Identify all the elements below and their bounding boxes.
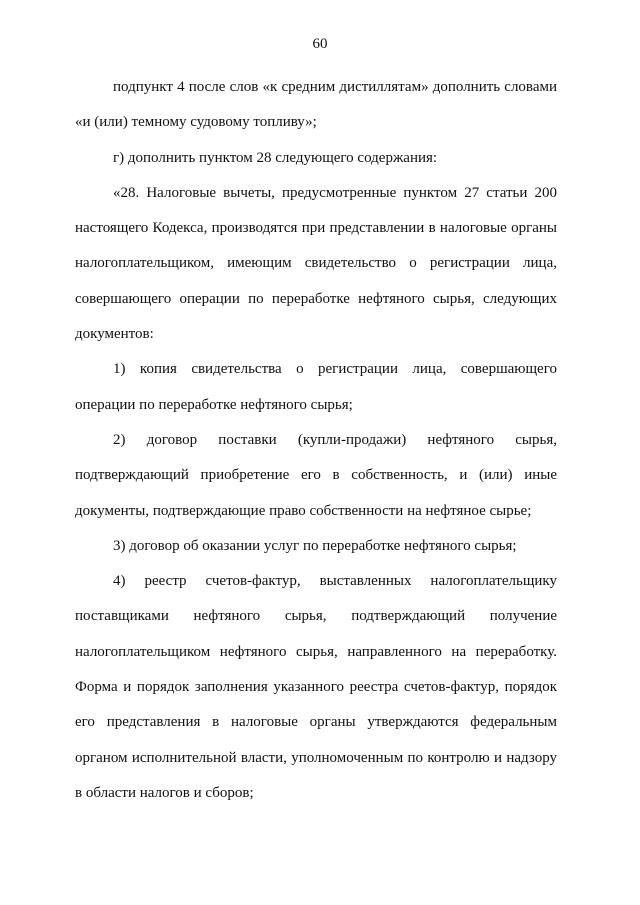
document-body	[75, 70, 557, 811]
list-item-2: 2) договор поставки (купли-продажи) нефтяного сырья, подтверждающий приобретение его в собственность, и (или) иные документы, подтверждающие право собственности на нефтяное сырье;	[75, 431, 557, 519]
paragraph-point-28: «28. Налоговые вычеты, предусмотренные пунктом 27 статьи 200 настоящего Кодекса, производятся при представлении в налоговые органы налогоплательщиком, имеющим свидетельство о регистрации лица, совершающего операции по переработке нефтяного сырья, следующих документов:	[75, 184, 557, 343]
list-item-3: 3) договор об оказании услуг по переработке нефтяного сырья;	[113, 537, 517, 554]
list-item-1: 1) копия свидетельства о регистрации лица, совершающего операции по переработке нефтяного сырья;	[75, 361, 557, 413]
list-item-4: 4) реестр счетов-фактур, выставленных налогоплательщику поставщиками нефтяного сырья, подтверждающий получение налогоплательщиком нефтяного сырья, направленного на переработку. Форма и порядок заполнения указанного реестра счетов-фактур, порядок его представления в налоговые органы утверждаются федеральным органом исполнительной власти, уполномоченным по контролю и надзору в области налогов и сборов;	[75, 573, 557, 801]
page-number: 60	[312, 36, 328, 52]
paragraph-subpoint-4: подпункт 4 после слов «к средним дистиллятам» дополнить словами «и (или) темному судовому топливу»;	[75, 79, 557, 131]
paragraph-item-g: г) дополнить пунктом 28 следующего содержания:	[113, 149, 438, 166]
